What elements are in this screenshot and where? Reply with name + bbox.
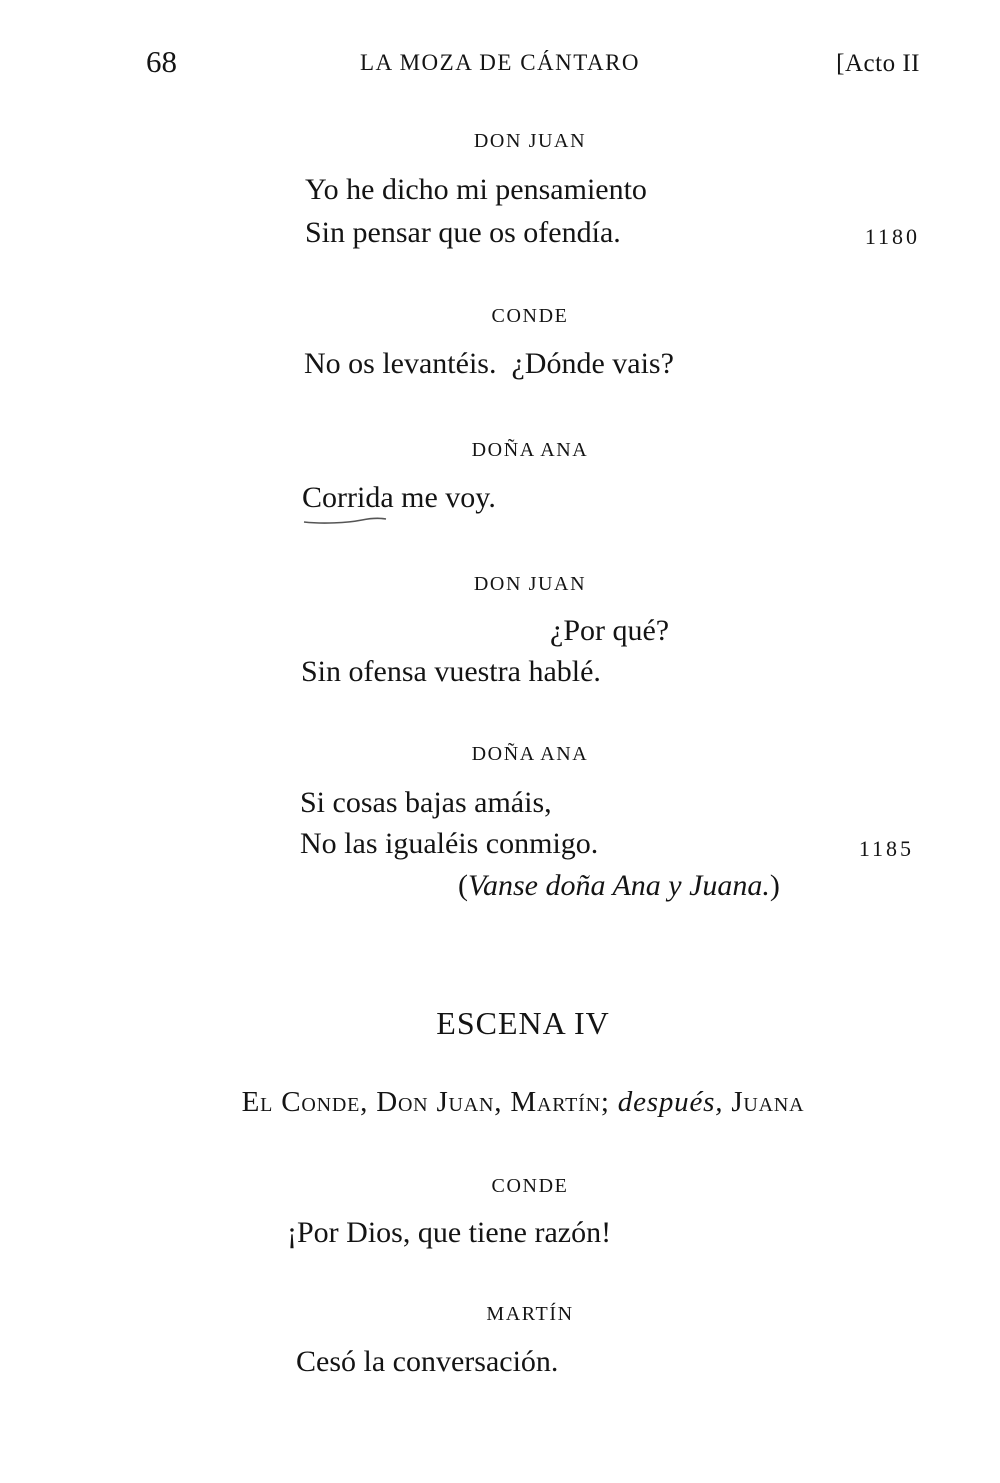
speaker-name: DON JUAN	[473, 573, 587, 595]
cast-names: El Conde, Don Juan, Martín;	[241, 1086, 618, 1118]
handwritten-underline	[302, 512, 388, 526]
scene-heading: ESCENA IV	[436, 1005, 610, 1041]
cast-names: Juana	[723, 1086, 805, 1118]
verse-line: Si cosas bajas amáis,	[300, 786, 552, 819]
paren-open: (	[458, 869, 468, 902]
verse-line: No las igualéis conmigo.	[300, 827, 599, 860]
verse-line: Sin ofensa vuestra hablé.	[301, 655, 601, 688]
verse-line	[302, 481, 496, 515]
running-title: LA MOZA DE CÁNTARO	[359, 50, 641, 75]
line-number: 1180	[864, 224, 920, 249]
speaker-name: CONDE	[491, 305, 569, 327]
line-number: 1185	[858, 836, 914, 861]
speaker-name: DOÑA ANA	[471, 439, 589, 461]
speaker-name: DON JUAN	[473, 130, 587, 152]
verse-fragment: Corrida	[302, 481, 394, 514]
speaker-name: DOÑA ANA	[471, 743, 589, 765]
speaker-name: CONDE	[491, 1175, 569, 1197]
cast-list	[0, 1086, 1000, 1119]
stage-direction-text: Vanse doña Ana y Juana.	[468, 869, 770, 902]
speaker-name: MARTÍN	[486, 1303, 574, 1325]
page-number: 68	[146, 44, 177, 79]
verse-line: Yo he dicho mi pensamiento	[305, 173, 647, 206]
verse-line: ¿Por qué?	[550, 614, 670, 647]
verse-line: ¡Por Dios, que tiene razón!	[287, 1216, 612, 1249]
verse-line: Sin pensar que os ofendía.	[305, 216, 621, 249]
paren-close: )	[769, 869, 780, 902]
verse-line: Cesó la conversación.	[296, 1345, 559, 1378]
verse-fragment: me voy.	[393, 481, 496, 514]
act-label: [Acto II	[836, 50, 920, 77]
cast-note: después,	[617, 1086, 724, 1118]
verse-line: No os levantéis. ¿Dónde vais?	[304, 347, 674, 380]
stage-direction	[458, 869, 780, 903]
